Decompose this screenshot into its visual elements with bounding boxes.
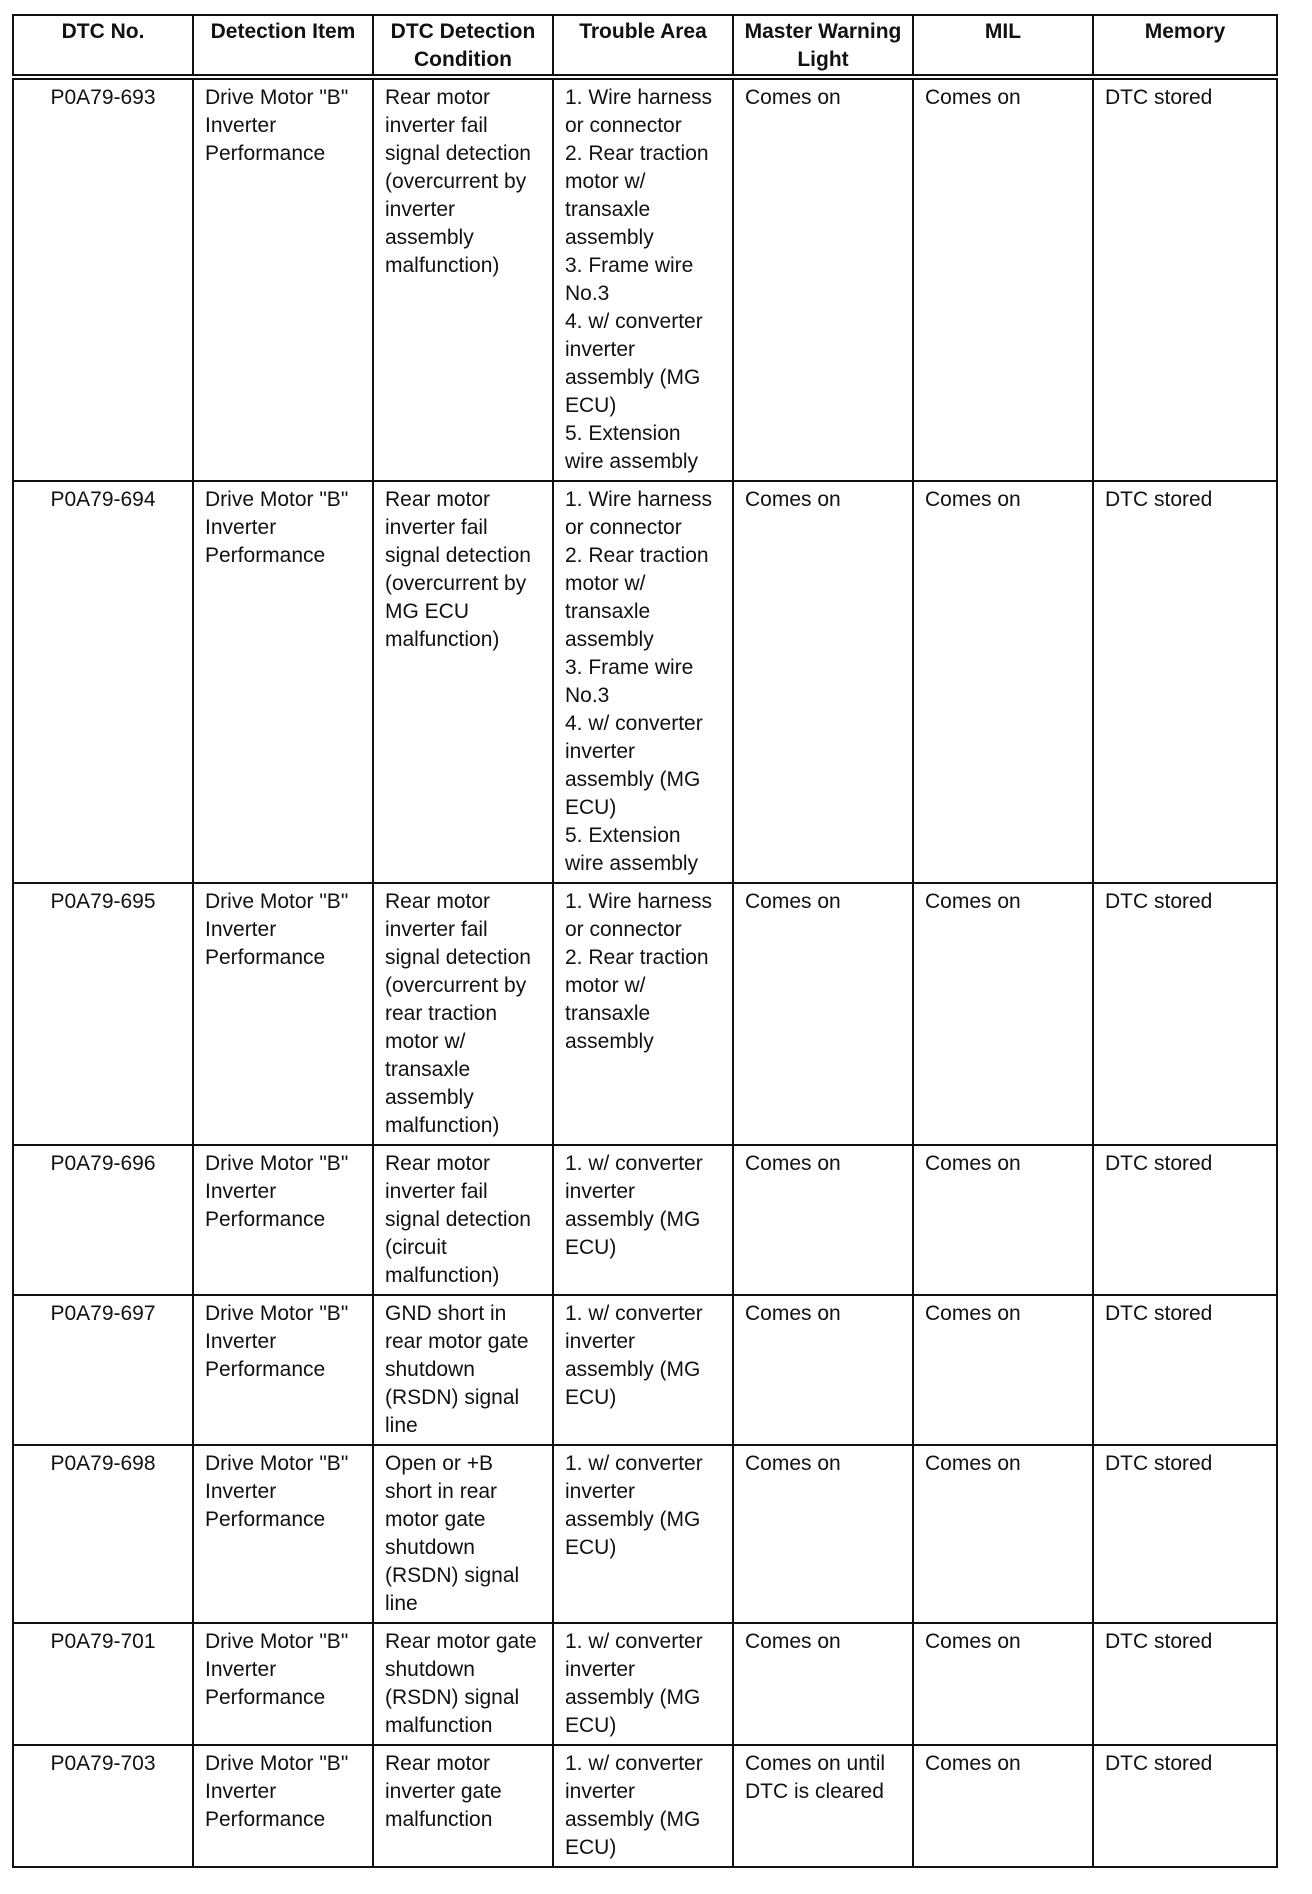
trouble-area-cell [553, 1145, 733, 1295]
memory-cell: DTC stored [1093, 883, 1277, 1145]
table-row [13, 1295, 1277, 1445]
dtc-code-cell: P0A79-701 [13, 1623, 193, 1745]
table-row [13, 883, 1277, 1145]
trouble-area-item: 1. w/ converter inverter assembly (MG ECU) [565, 1302, 703, 1409]
header-detection-condition: DTC Detection Condition [373, 15, 553, 77]
trouble-area-item: 2. Rear traction motor w/ transaxle assembly [565, 142, 709, 249]
master-warning-cell: Comes on [733, 1295, 913, 1445]
mil-cell: Comes on [913, 1445, 1093, 1623]
master-warning-cell: Comes on [733, 1445, 913, 1623]
table-row [13, 77, 1277, 481]
master-warning-cell: Comes on [733, 883, 913, 1145]
header-master-warning-light: Master Warning Light [733, 15, 913, 77]
mil-cell: Comes on [913, 1295, 1093, 1445]
memory-cell: DTC stored [1093, 1623, 1277, 1745]
trouble-area-item: 3. Frame wire No.3 [565, 656, 694, 707]
header-row [13, 15, 1277, 77]
header-trouble-area: Trouble Area [553, 15, 733, 77]
detection-condition-cell: Rear motor inverter fail signal detection (overcurrent by inverter assembly malfunction) [373, 77, 553, 481]
detection-item-cell: Drive Motor "B" Inverter Performance [193, 1745, 373, 1867]
memory-cell: DTC stored [1093, 1295, 1277, 1445]
trouble-area-item: 1. w/ converter inverter assembly (MG ECU) [565, 1452, 703, 1559]
dtc-table [12, 14, 1278, 1868]
table-row [13, 481, 1277, 883]
memory-cell: DTC stored [1093, 1145, 1277, 1295]
memory-cell: DTC stored [1093, 77, 1277, 481]
dtc-code-cell: P0A79-695 [13, 883, 193, 1145]
trouble-area-cell [553, 481, 733, 883]
table-row [13, 1745, 1277, 1867]
table-body [13, 77, 1277, 1867]
detection-item-cell: Drive Motor "B" Inverter Performance [193, 1445, 373, 1623]
trouble-area-item: 5. Extension wire assembly [565, 824, 699, 875]
header-mil: MIL [913, 15, 1093, 77]
header-dtc-no: DTC No. [13, 15, 193, 77]
trouble-area-cell [553, 77, 733, 481]
mil-cell: Comes on [913, 1623, 1093, 1745]
mil-cell: Comes on [913, 1145, 1093, 1295]
table-row [13, 1623, 1277, 1745]
dtc-code-cell: P0A79-697 [13, 1295, 193, 1445]
detection-condition-cell: Rear motor inverter fail signal detection (circuit malfunction) [373, 1145, 553, 1295]
detection-condition-cell: GND short in rear motor gate shutdown (RSDN) signal line [373, 1295, 553, 1445]
trouble-area-item: 3. Frame wire No.3 [565, 254, 694, 305]
dtc-code-cell: P0A79-696 [13, 1145, 193, 1295]
trouble-area-item: 1. w/ converter inverter assembly (MG ECU) [565, 1152, 703, 1259]
header-detection-item: Detection Item [193, 15, 373, 77]
detection-item-cell: Drive Motor "B" Inverter Performance [193, 481, 373, 883]
detection-item-cell: Drive Motor "B" Inverter Performance [193, 1145, 373, 1295]
mil-cell: Comes on [913, 883, 1093, 1145]
detection-item-cell: Drive Motor "B" Inverter Performance [193, 77, 373, 481]
master-warning-cell: Comes on [733, 77, 913, 481]
trouble-area-cell [553, 1745, 733, 1867]
table-header [13, 15, 1277, 77]
detection-condition-cell: Rear motor inverter fail signal detection (overcurrent by MG ECU malfunction) [373, 481, 553, 883]
detection-condition-cell: Rear motor gate shutdown (RSDN) signal malfunction [373, 1623, 553, 1745]
master-warning-cell: Comes on [733, 481, 913, 883]
trouble-area-item: 1. w/ converter inverter assembly (MG ECU) [565, 1630, 703, 1737]
trouble-area-item: 1. w/ converter inverter assembly (MG ECU) [565, 1752, 703, 1859]
detection-condition-cell: Open or +B short in rear motor gate shutdown (RSDN) signal line [373, 1445, 553, 1623]
detection-condition-cell: Rear motor inverter fail signal detection (overcurrent by rear traction motor w/ transaxle assembly malfunction) [373, 883, 553, 1145]
master-warning-cell: Comes on [733, 1145, 913, 1295]
memory-cell: DTC stored [1093, 1745, 1277, 1867]
trouble-area-cell [553, 1623, 733, 1745]
trouble-area-cell [553, 883, 733, 1145]
mil-cell: Comes on [913, 481, 1093, 883]
trouble-area-item: 5. Extension wire assembly [565, 422, 699, 473]
trouble-area-item: 1. Wire harness or connector [565, 86, 713, 137]
trouble-area-cell [553, 1295, 733, 1445]
trouble-area-cell [553, 1445, 733, 1623]
detection-item-cell: Drive Motor "B" Inverter Performance [193, 1623, 373, 1745]
mil-cell: Comes on [913, 1745, 1093, 1867]
detection-item-cell: Drive Motor "B" Inverter Performance [193, 1295, 373, 1445]
trouble-area-item: 2. Rear traction motor w/ transaxle assembly [565, 946, 709, 1053]
trouble-area-item: 2. Rear traction motor w/ transaxle assembly [565, 544, 709, 651]
memory-cell: DTC stored [1093, 1445, 1277, 1623]
trouble-area-item: 1. Wire harness or connector [565, 890, 713, 941]
dtc-code-cell: P0A79-703 [13, 1745, 193, 1867]
header-memory: Memory [1093, 15, 1277, 77]
master-warning-cell: Comes on [733, 1623, 913, 1745]
table-row [13, 1445, 1277, 1623]
trouble-area-item: 4. w/ converter inverter assembly (MG ECU) [565, 712, 703, 819]
memory-cell: DTC stored [1093, 481, 1277, 883]
detection-item-cell: Drive Motor "B" Inverter Performance [193, 883, 373, 1145]
trouble-area-item: 1. Wire harness or connector [565, 488, 713, 539]
detection-condition-cell: Rear motor inverter gate malfunction [373, 1745, 553, 1867]
mil-cell: Comes on [913, 77, 1093, 481]
dtc-code-cell: P0A79-698 [13, 1445, 193, 1623]
master-warning-cell: Comes on until DTC is cleared [733, 1745, 913, 1867]
trouble-area-item: 4. w/ converter inverter assembly (MG ECU) [565, 310, 703, 417]
dtc-code-cell: P0A79-694 [13, 481, 193, 883]
dtc-code-cell: P0A79-693 [13, 77, 193, 481]
table-row [13, 1145, 1277, 1295]
